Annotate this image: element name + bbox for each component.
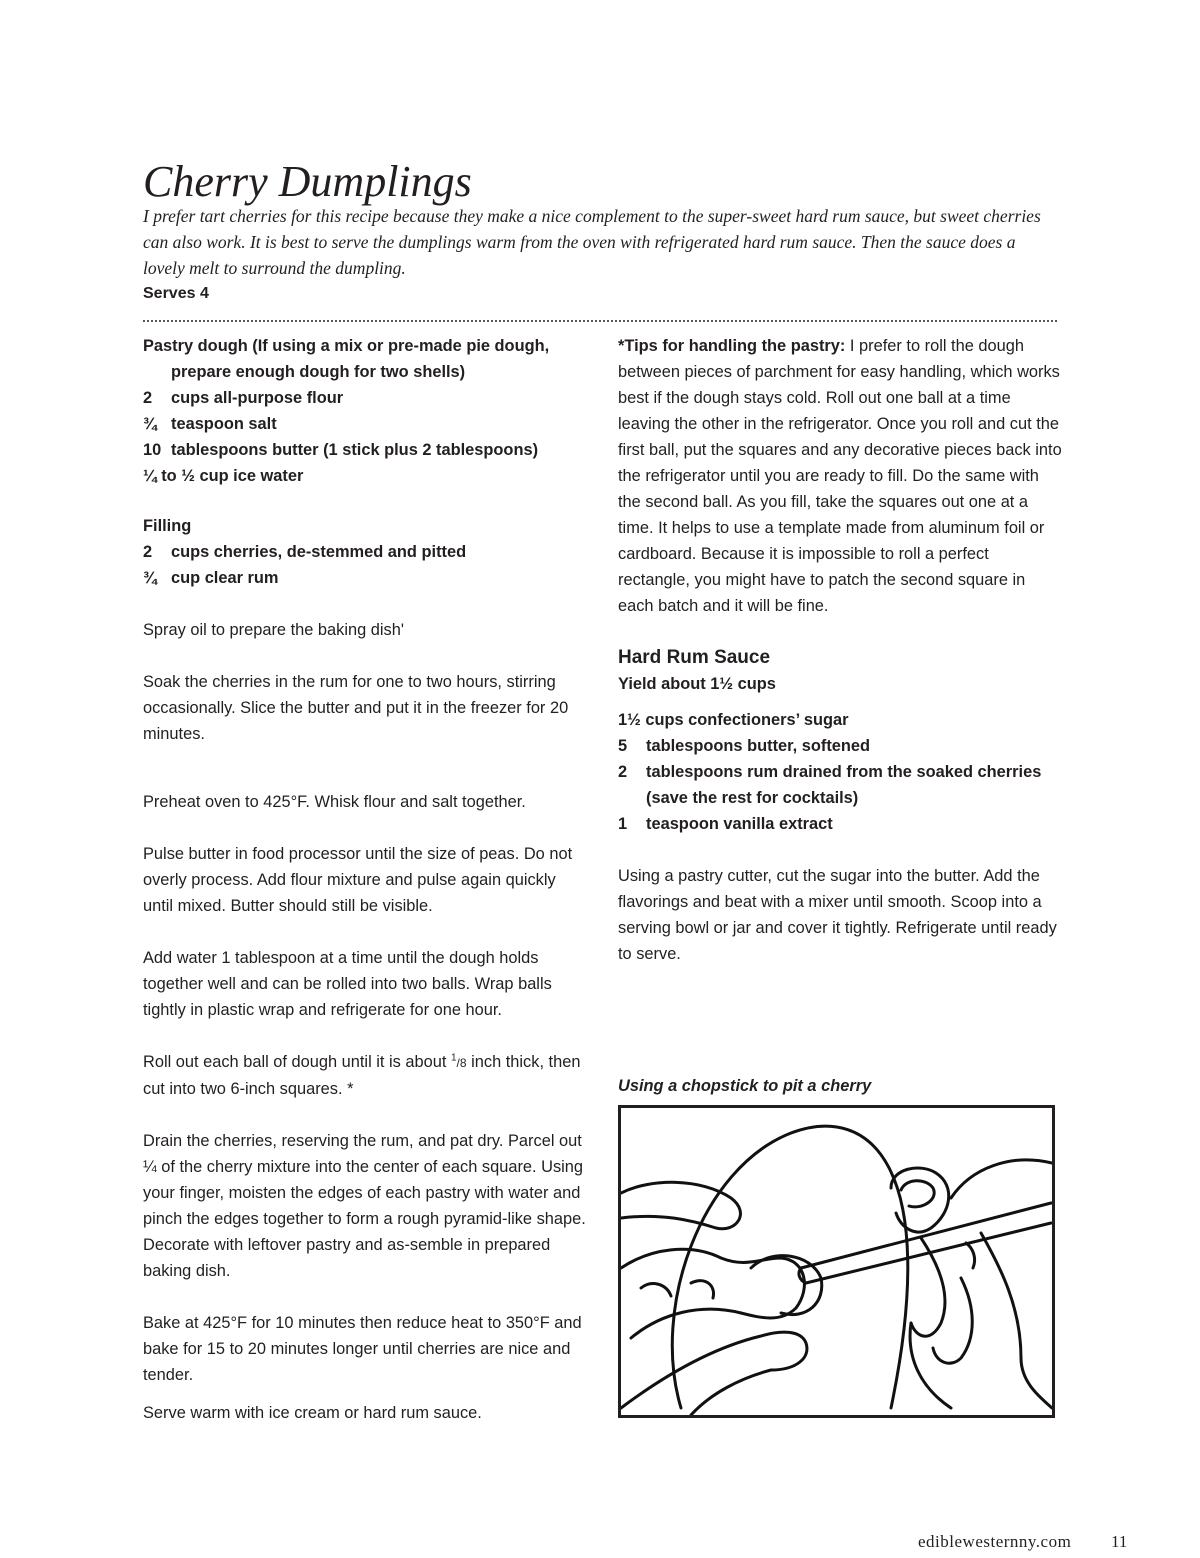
sauce-method: Using a pastry cutter, cut the sugar into the butter. Add the flavorings and beat with a mixer until smooth. Scoop into a serving bowl or jar and cover it tightly. Refrigerate until ready to serve.	[618, 867, 1057, 963]
ingredient-text: cups all-purpose flour	[171, 389, 344, 407]
right-hand-palm	[981, 1233, 1052, 1408]
page-number: 11	[1111, 1532, 1128, 1551]
roll-text-before: Roll out each ball of dough until it is about	[143, 1053, 451, 1071]
step-spray: Spray oil to prepare the baking dish'	[143, 621, 404, 639]
sauce-heading: Hard Rum Sauce	[618, 647, 771, 668]
hands-chopstick-drawing	[621, 1108, 1052, 1415]
left-hand-knuckle	[641, 1284, 671, 1296]
step-bake: Bake at 425°F for 10 minutes then reduce heat to 350°F and bake for 15 to 20 minutes longer until cherries are nice and tender.	[143, 1314, 582, 1384]
pastry-heading-note: prepare enough dough for two shells)	[171, 363, 466, 381]
filling-ingredients	[143, 513, 588, 591]
right-hand-finger	[951, 1160, 1052, 1198]
ingredient-row	[143, 437, 588, 463]
ingredient-qty: 2	[143, 389, 153, 407]
dotted-divider	[143, 320, 1057, 322]
sauce-rum-note: (save the rest for cocktails)	[646, 789, 859, 807]
step-roll	[143, 1049, 588, 1102]
sauce-ingredients	[618, 707, 1063, 837]
roll-fraction-numerator: 1	[450, 1052, 457, 1064]
ingredient-qty: 5	[618, 737, 628, 755]
step-drain: Drain the cherries, reserving the rum, and pat dry. Parcel out ¼ of the cherry mixture into the center of each square. Using your finger, moisten the edges of each pastry with water and pinch the edges together to form a rough pyramid-like shape. Decorate with leftover pastry and as-semble in prepared baking dish.	[143, 1132, 586, 1280]
ingredient-text: cup clear rum	[171, 569, 279, 587]
ingredient-row	[618, 759, 1063, 785]
cherry-pitting-illustration	[618, 1105, 1055, 1418]
ingredient-qty: ¾	[143, 569, 157, 587]
ingredient-row	[143, 411, 588, 437]
pastry-ingredients	[143, 333, 588, 489]
left-column	[143, 333, 588, 1426]
left-hand-finger	[631, 1309, 741, 1338]
right-column	[618, 333, 1063, 967]
ingredient-row	[618, 811, 1063, 837]
ingredient-row	[143, 539, 588, 565]
ingredient-text: teaspoon salt	[171, 415, 277, 433]
thumbnail	[901, 1181, 934, 1207]
figure-caption: Using a chopstick to pit a cherry	[618, 1077, 872, 1095]
footer-site: ediblewesternny.com	[918, 1532, 1072, 1551]
ingredient-text: tablespoons butter (1 stick plus 2 tablespoons)	[171, 441, 539, 459]
left-hand-finger	[621, 1332, 807, 1415]
recipe-title: Cherry Dumplings	[143, 157, 472, 206]
ingredient-qty: 2	[143, 543, 153, 561]
ingredient-text: tablespoons butter, softened	[646, 737, 871, 755]
ingredient-text: cups cherries, de-stemmed and pitted	[171, 543, 467, 561]
step-soak: Soak the cherries in the rum for one to two hours, stirring occasionally. Slice the butter and put it in the freezer for 20 minutes.	[143, 673, 569, 743]
ingredient-row	[618, 733, 1063, 759]
ingredient-row	[143, 385, 588, 411]
sauce-sugar: 1½ cups confectioners’ sugar	[618, 711, 849, 729]
recipe-intro: I prefer tart cherries for this recipe because they make a nice complement to the super-sweet hard rum sauce, but sweet cherries can also work. It is best to serve the dumplings warm from the oven with refrigerated hard rum sauce. Then the sauce does a lovely melt to surround the dumpling.	[143, 206, 1041, 278]
ingredient-row	[143, 565, 588, 591]
right-hand-finger	[933, 1278, 972, 1363]
roll-text-after: inch thick, then cut into two 6-inch squares. *	[143, 1053, 581, 1098]
ingredient-qty: 10	[143, 441, 162, 459]
right-hand-crease	[966, 1243, 975, 1268]
tips-label: *Tips for handling the pastry:	[618, 337, 846, 355]
pastry-tips	[618, 333, 1063, 619]
ingredient-qty: ¾	[143, 415, 157, 433]
step-pulse: Pulse butter in food processor until the size of peas. Do not overly process. Add flour mixture and pulse again quickly until mixed. Butter should still be visible.	[143, 845, 573, 915]
tips-text: I prefer to roll the dough between pieces of parchment for easy handling, which works best if the dough stays cold. Roll out one ball at a time leaving the other in the refrigerator. Once you roll and cut the first ball, put the squares and any decorative pieces back into the refrigerator until you are ready to fill. Do the same with the second ball. As you fill, take the squares out one at a time. It helps to use a template made from aluminum foil or cardboard. Because it is impossible to roll a perfect rectangle, you might have to patch the second square in each batch and it will be fine.	[618, 337, 1062, 615]
serves-count: Serves 4	[143, 285, 209, 302]
ingredient-text: tablespoons rum drained from the soaked cherries	[646, 763, 1042, 781]
step-preheat: Preheat oven to 425°F. Whisk flour and salt together.	[143, 793, 526, 811]
roll-fraction-denominator: /8	[456, 1056, 467, 1070]
ingredient-water: ¼ to ½ cup ice water	[143, 467, 304, 485]
step-water: Add water 1 tablespoon at a time until the dough holds together well and can be rolled into two balls. Wrap balls tightly in plastic wrap and refrigerate for one hour.	[143, 949, 552, 1019]
sauce-yield: Yield about 1½ cups	[618, 675, 776, 693]
ingredient-text: teaspoon vanilla extract	[646, 815, 833, 833]
left-hand-knuckle	[691, 1281, 714, 1298]
pastry-heading: Pastry dough (If using a mix or pre-made pie dough,	[143, 337, 550, 355]
filling-heading: Filling	[143, 517, 192, 535]
ingredient-qty: 1	[618, 815, 628, 833]
ingredient-qty: 2	[618, 763, 628, 781]
step-serve: Serve warm with ice cream or hard rum sauce.	[143, 1404, 482, 1422]
chopstick	[801, 1203, 1051, 1268]
